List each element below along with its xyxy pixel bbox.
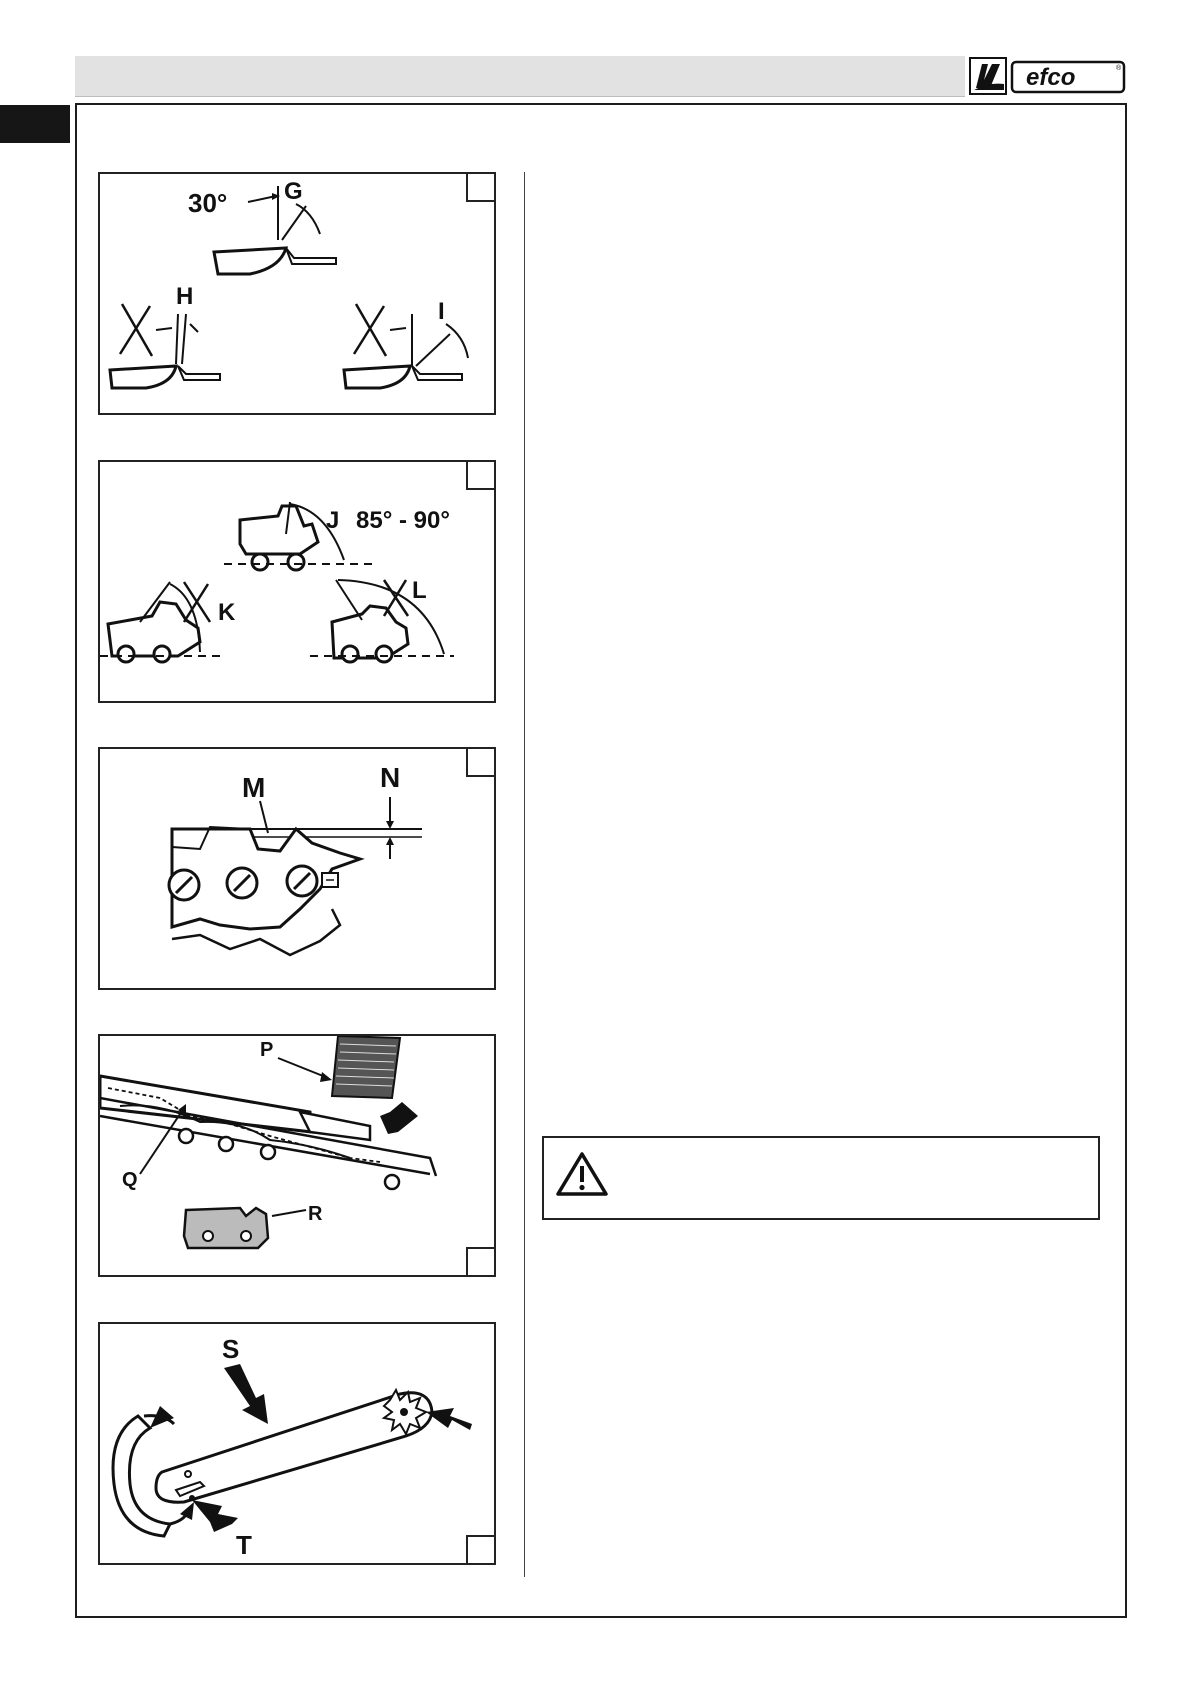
figure-side-plate-angle — [98, 460, 496, 703]
label-j: J — [326, 507, 340, 534]
warning-box — [542, 1136, 1100, 1220]
figure-filing-depth-gauge — [98, 1034, 496, 1277]
guide-bar-diagram — [100, 1324, 494, 1563]
label-m: M — [242, 772, 266, 803]
label-g: G — [284, 178, 303, 205]
side-plate-angle-diagram — [100, 462, 494, 701]
brand-mark-icon — [970, 58, 1006, 94]
filing-depth-gauge-diagram — [100, 1036, 494, 1275]
label-q: Q — [122, 1169, 138, 1191]
label-p: P — [260, 1039, 274, 1061]
label-r: R — [308, 1203, 323, 1225]
label-l: L — [412, 577, 427, 604]
label-i: I — [438, 298, 445, 325]
label-t: T — [236, 1530, 252, 1560]
figure-number-box — [466, 174, 494, 202]
column-divider — [524, 172, 525, 1577]
depth-gauge-diagram — [100, 749, 494, 988]
figure-guide-bar — [98, 1322, 496, 1565]
top-plate-angle-diagram — [100, 174, 494, 413]
label-k: K — [218, 599, 236, 626]
label-30-degrees: 30° — [188, 188, 228, 218]
figure-number-box — [466, 462, 494, 490]
header-bar — [75, 56, 965, 97]
figure-number-box — [466, 1535, 494, 1563]
figure-depth-gauge — [98, 747, 496, 990]
label-s: S — [222, 1334, 240, 1364]
svg-text:®: ® — [1116, 65, 1122, 72]
label-n: N — [380, 762, 401, 793]
efco-logo — [968, 54, 1128, 98]
language-tab — [0, 105, 70, 143]
figure-number-box — [466, 749, 494, 777]
label-85-90-degrees: 85° - 90° — [356, 507, 450, 534]
figure-top-plate-angle — [98, 172, 496, 415]
figure-number-box — [466, 1247, 494, 1275]
warning-triangle-icon — [554, 1150, 610, 1200]
label-h: H — [176, 283, 194, 310]
brand-text: efco — [1026, 64, 1076, 91]
